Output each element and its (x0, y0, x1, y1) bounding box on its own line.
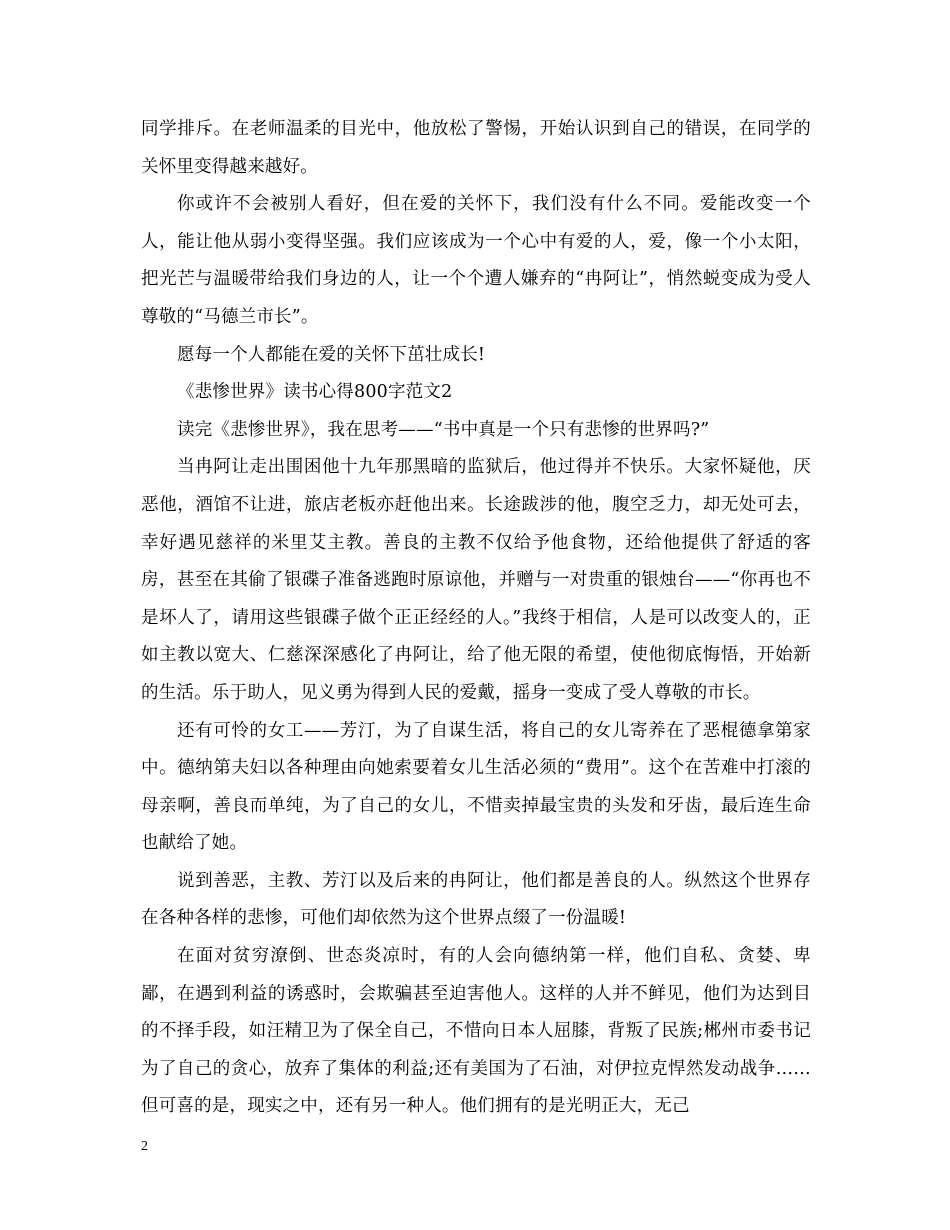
paragraph-7: 还有可怜的女工——芳汀，为了自谋生活，将自己的女儿寄养在了恶棍德拿第家中。德纳第夫妇以各种理由向她索要着女儿生活必须的“费用”。这个在苦难中打滚的母亲啊，善良而单纯，为了自己的女儿，不惜卖掉最宝贵的头发和牙齿，最后连生命也献给了她。 (141, 720, 811, 854)
paragraph-6: 当冉阿让走出围困他十九年那黑暗的监狱后，他过得并不快乐。大家怀疑他，厌恶他，酒馆不让进，旅店老板亦赶他出来。长途跋涉的他，腹空乏力，却无处可去，幸好遇见慈祥的米里艾主教。善良的主教不仅给予他食物，还给他提供了舒适的客房，甚至在其偷了银碟子准备逃跑时原谅他，并赠与一对贵重的银烛台——“你再也不是坏人了，请用这些银碟子做个正正经经的人。”我终于相信，人是可以改变人的，正如主教以宽大、仁慈深深感化了冉阿让，给了他无限的希望，使他彻底悔悟，开始新的生活。乐于助人，见义勇为得到人民的爱戴，摇身一变成了受人尊敬的市长。 (141, 457, 811, 703)
document-body (141, 111, 811, 1126)
page-number: 2 (141, 1139, 148, 1154)
paragraph-9: 在面对贫穷潦倒、世态炎凉时，有的人会向德纳第一样，他们自私、贪婪、卑鄙，在遇到利益的诱惑时，会欺骗甚至迫害他人。这样的人并不鲜见，他们为达到目的不择手段，如汪精卫为了保全自己，不惜向日本人屈膝，背叛了民族;郴州市委书记为了自己的贪心，放弃了集体的利益;还有美国为了石油，对伊拉克悍然发动战争……但可喜的是，现实之中，还有另一种人。他们拥有的是光明正大，无己 (141, 946, 811, 1117)
paragraph-2: 你或许不会被别人看好，但在爱的关怀下，我们没有什么不同。爱能改变一个人，能让他从弱小变得坚强。我们应该成为一个心中有爱的人，爱，像一个小太阳，把光芒与温暖带给我们身边的人，让一个个遭人嫌弃的“冉阿让”，悄然蜕变成为受人尊敬的“马德兰市长”。 (141, 194, 811, 327)
paragraph-8: 说到善恶，主教、芳汀以及后来的冉阿让，他们都是善良的人。纵然这个世界存在各种各样的悲惨，可他们却依然为这个世界点缀了一份温暖! (141, 870, 811, 929)
section-heading: 《悲惨世界》读书心得800字范文2 (177, 382, 453, 403)
paragraph-3: 愿每一个人都能在爱的关怀下茁壮成长! (177, 344, 486, 365)
paragraph-1: 同学排斥。在老师温柔的目光中，他放松了警惕，开始认识到自己的错误，在同学的关怀里变得越来越好。 (141, 119, 811, 177)
paragraph-5: 读完《悲惨世界》，我在思考——“书中真是一个只有悲惨的世界吗?” (177, 419, 710, 440)
